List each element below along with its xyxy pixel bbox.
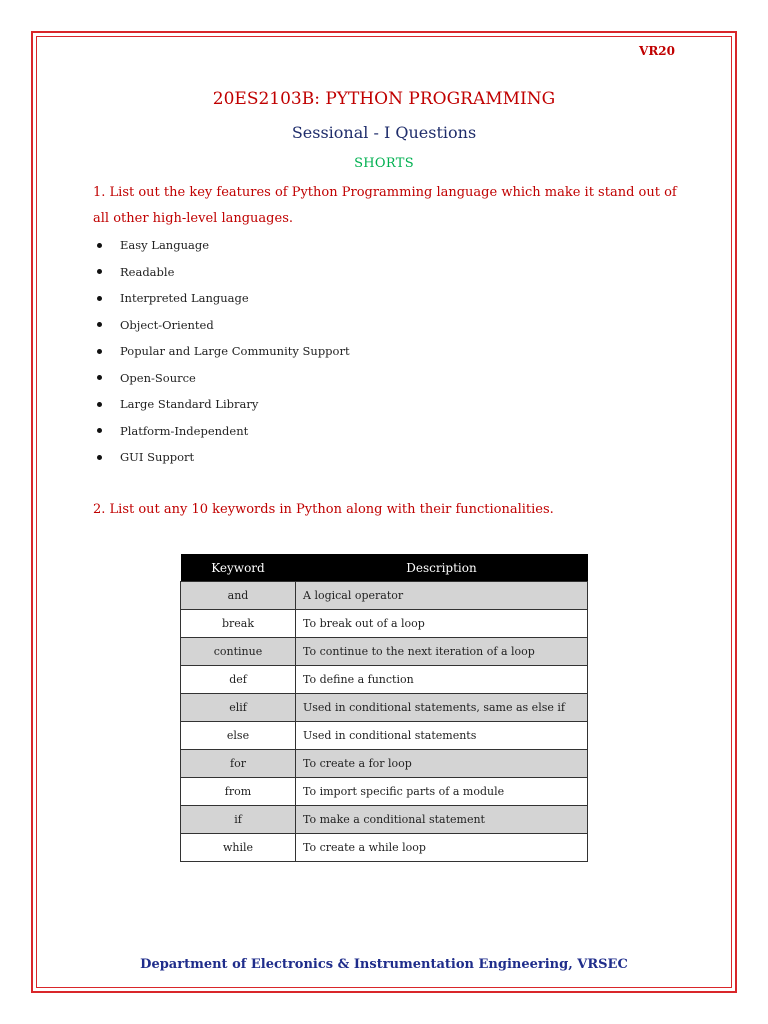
- table-row: [181, 694, 588, 722]
- bullet-icon: [97, 269, 102, 274]
- bullet-icon: [97, 322, 102, 327]
- list-item-label: Open-Source: [120, 370, 196, 385]
- keyword-column-header: Keyword: [181, 554, 296, 582]
- description-cell: To break out of a loop: [296, 610, 588, 638]
- list-item-label: GUI Support: [120, 450, 195, 465]
- list-item: [97, 444, 350, 471]
- keywords-table: [180, 554, 588, 862]
- list-item-label: Popular and Large Community Support: [120, 344, 350, 359]
- list-item: [97, 232, 350, 259]
- bullet-icon: [97, 243, 102, 248]
- list-item: [97, 259, 350, 286]
- keyword-cell: else: [181, 722, 296, 750]
- list-item-label: Large Standard Library: [120, 397, 259, 412]
- list-item: [97, 391, 350, 418]
- description-cell: To define a function: [296, 666, 588, 694]
- table-row: [181, 750, 588, 778]
- keyword-cell: if: [181, 806, 296, 834]
- list-item: [97, 418, 350, 445]
- description-cell: A logical operator: [296, 582, 588, 610]
- keyword-cell: and: [181, 582, 296, 610]
- table-row: [181, 610, 588, 638]
- table-row: [181, 638, 588, 666]
- keyword-cell: from: [181, 778, 296, 806]
- list-item-label: Object-Oriented: [120, 317, 214, 332]
- table-row: [181, 778, 588, 806]
- course-title: 20ES2103B: PYTHON PROGRAMMING: [212, 89, 556, 109]
- table-row: [181, 722, 588, 750]
- list-item: [97, 312, 350, 339]
- bullet-icon: [97, 428, 102, 433]
- bullet-icon: [97, 349, 102, 354]
- list-item-label: Platform-Independent: [120, 423, 249, 438]
- keyword-cell: elif: [181, 694, 296, 722]
- description-cell: Used in conditional statements: [296, 722, 588, 750]
- table-row: [181, 582, 588, 610]
- list-item-label: Readable: [120, 264, 175, 279]
- bullet-icon: [97, 455, 102, 460]
- list-item: [97, 365, 350, 392]
- table-header-row: [181, 554, 588, 582]
- bullet-icon: [97, 375, 102, 380]
- description-cell: To create a for loop: [296, 750, 588, 778]
- document-subtitle: Sessional - I Questions: [291, 123, 477, 142]
- list-item-label: Easy Language: [120, 238, 209, 253]
- table-row: [181, 834, 588, 862]
- list-item: [97, 285, 350, 312]
- keyword-cell: def: [181, 666, 296, 694]
- description-cell: To create a while loop: [296, 834, 588, 862]
- list-item: [97, 338, 350, 365]
- description-cell: To make a conditional statement: [296, 806, 588, 834]
- description-cell: To continue to the next iteration of a loop: [296, 638, 588, 666]
- keyword-cell: continue: [181, 638, 296, 666]
- keyword-cell: while: [181, 834, 296, 862]
- description-cell: To import specific parts of a module: [296, 778, 588, 806]
- description-column-header: Description: [296, 554, 588, 582]
- table-row: [181, 666, 588, 694]
- keyword-cell: break: [181, 610, 296, 638]
- section-heading: SHORTS: [354, 156, 414, 171]
- keyword-cell: for: [181, 750, 296, 778]
- question-1: 1. List out the key features of Python Programming language which make it stand out of all other high-level languages.: [93, 185, 677, 226]
- description-cell: Used in conditional statements, same as else if: [296, 694, 588, 722]
- question-2: 2. List out any 10 keywords in Python along with their functionalities.: [93, 502, 554, 517]
- table-row: [181, 806, 588, 834]
- bullet-icon: [97, 402, 102, 407]
- regulation-tag: VR20: [639, 44, 675, 58]
- features-list: [97, 232, 350, 471]
- department-footer: Department of Electronics & Instrumentation Engineering, VRSEC: [140, 957, 628, 972]
- bullet-icon: [97, 296, 102, 301]
- list-item-label: Interpreted Language: [120, 291, 249, 306]
